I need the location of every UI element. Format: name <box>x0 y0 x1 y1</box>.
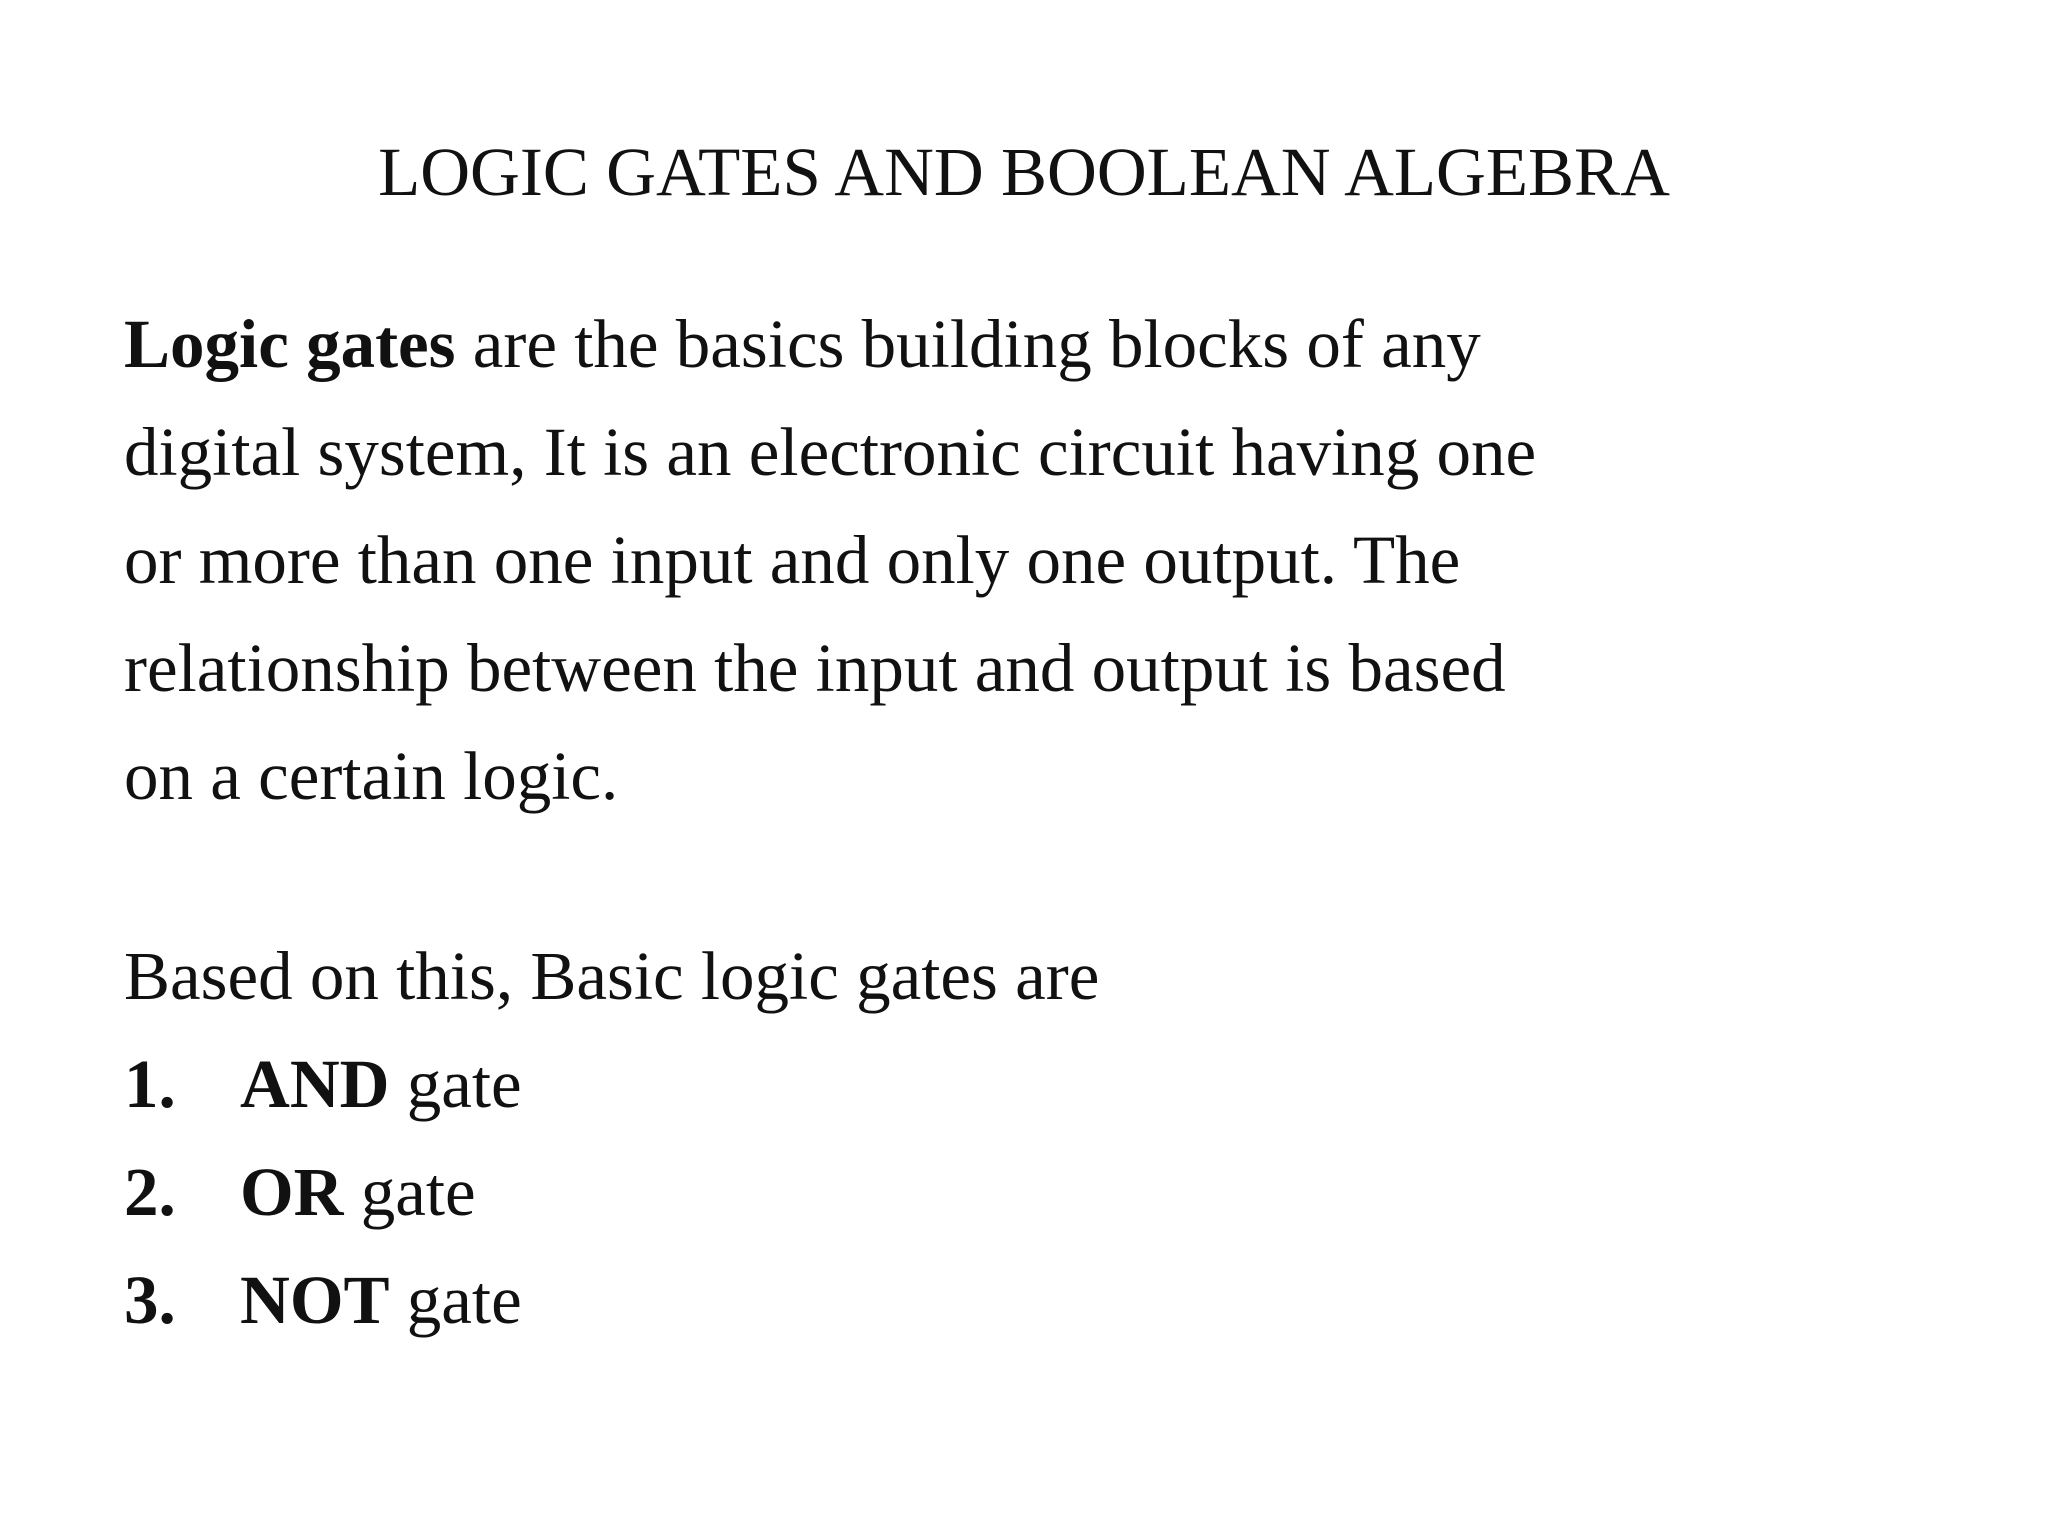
gate-name: NOT <box>240 1262 390 1338</box>
paragraph-line-3: or more than one input and only one output. The <box>124 522 1461 598</box>
list-item-number: 1. <box>124 1046 176 1122</box>
gate-name: OR <box>240 1154 344 1230</box>
paragraph-line-1 <box>124 290 1684 398</box>
gate-suffix: gate <box>389 1262 522 1338</box>
paragraph-line-4: relationship between the input and output is based <box>124 630 1506 706</box>
page-title: LOGIC GATES AND BOOLEAN ALGEBRA <box>378 134 1670 210</box>
gate-list <box>124 1030 522 1354</box>
list-item <box>124 1138 522 1246</box>
list-item-number: 3. <box>124 1262 176 1338</box>
list-item <box>124 1030 522 1138</box>
list-intro: Based on this, Basic logic gates are <box>124 938 1100 1014</box>
gate-suffix: gate <box>389 1046 522 1122</box>
list-item-number: 2. <box>124 1154 176 1230</box>
list-item <box>124 1246 522 1354</box>
paragraph-line-5: on a certain logic. <box>124 738 619 814</box>
gate-suffix: gate <box>343 1154 476 1230</box>
gate-name: AND <box>240 1046 390 1122</box>
paragraph-line-1-rest: are the basics building blocks of any <box>455 306 1481 382</box>
definition-paragraph <box>124 290 1684 830</box>
paragraph-line-2: digital system, It is an electronic circuit having one <box>124 414 1537 490</box>
bold-term: Logic gates <box>124 306 456 382</box>
